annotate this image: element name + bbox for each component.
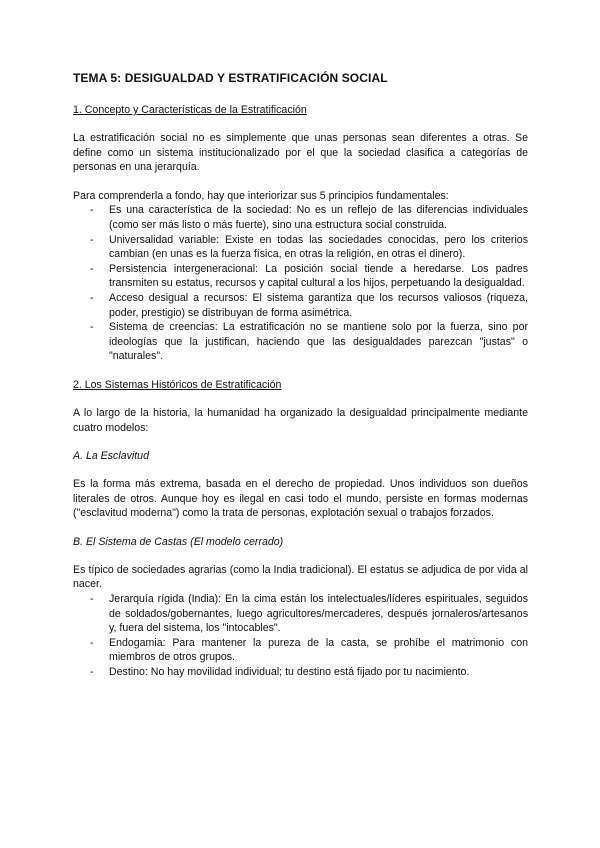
list-item: [90, 665, 528, 680]
section-2-intro: A lo largo de la historia, la humanidad ha organizado la desigualdad principalmente mediante cuatro modelos:: [73, 406, 528, 434]
list-item-text: Destino: No hay movilidad individual; tu destino está fijado por tu nacimiento.: [109, 666, 470, 679]
section-2-heading: 2. Los Sistemas Históricos de Estratificación: [73, 378, 282, 391]
dash-bullet: -: [90, 291, 94, 304]
document-content: [73, 71, 528, 694]
list-item-text: Endogamia: Para mantener la pureza de la casta, se prohíbe el matrimonio con miembros de otros grupos.: [109, 636, 528, 664]
section-1-lead: Para comprenderla a fondo, hay que interiorizar sus 5 principios fundamentales:: [73, 189, 449, 202]
castes-list: [73, 592, 528, 680]
subsection-a-heading: A. La Esclavitud: [73, 450, 149, 463]
section-1-heading: 1. Concepto y Características de la Estratificación: [73, 104, 307, 116]
list-item: [90, 636, 528, 665]
dash-bullet: -: [90, 233, 94, 246]
dash-bullet: -: [90, 636, 94, 649]
dash-bullet: -: [90, 204, 94, 217]
subsection-b-text: Es típico de sociedades agrarias (como la India tradicional). El estatus se adjudica de por vida al nacer.: [73, 563, 528, 591]
section-1-intro: La estratificación social no es simplemente que unas personas sean diferentes a otras. Se define como un sistema institucionalizado por el que la sociedad clasifica a categorías de personas en una jerarquía.: [73, 132, 528, 174]
list-item: [90, 291, 528, 320]
subsection-a-text: Es la forma más extrema, basada en el derecho de propiedad. Unos individuos son dueños literales de otros. Aunque hoy es ilegal en casi todo el mundo, persiste en formas modernas ("esclavitud moderna") como la trata de personas, explotación sexual o trabajos forzados.: [73, 478, 528, 520]
list-item-text: Universalidad variable: Existe en todas las sociedades conocidas, pero los criterios cambian (en unas es la fuerza física, en otras la religión, en otras el dinero).: [109, 233, 528, 261]
list-item-text: Persistencia intergeneracional: La posición social tiende a heredarse. Los padres transmiten su estatus, recursos y capital cultural a los hijos, perpetuando la desigualdad.: [109, 262, 528, 290]
dash-bullet: -: [90, 593, 94, 606]
document-title: TEMA 5: DESIGUALDAD Y ESTRATIFICACIÓN SOCIAL: [73, 71, 388, 85]
list-item-text: Jerarquía rígida (India): En la cima están los intelectuales/líderes espirituales, seguidos de soldados/gobernantes, luego agricultores/mercaderes, después jornaleros/artesanos y, fuera del sistema, los "intocables".: [109, 593, 528, 635]
principles-list: [73, 203, 528, 364]
dash-bullet: -: [90, 321, 94, 334]
list-item: [90, 320, 528, 364]
dash-bullet: -: [90, 666, 94, 679]
list-item-text: Acceso desigual a recursos: El sistema garantiza que los recursos valiosos (riqueza, poder, prestigio) se distribuyan de forma asimétrica.: [109, 291, 528, 319]
list-item: [90, 203, 528, 232]
list-item-text: Sistema de creencias: La estratificación no se mantiene solo por la fuerza, sino por ideologías que la justifican, haciendo que las desigualdades parezcan "justas" o "naturales".: [109, 321, 528, 363]
list-item-text: Es una característica de la sociedad: No es un reflejo de las diferencias individuales (como ser más listo o más fuerte), sino una estructura social construida.: [109, 204, 528, 231]
list-item: [90, 233, 528, 262]
list-item: [90, 262, 528, 291]
subsection-b-heading: B. El Sistema de Castas (El modelo cerrado): [73, 535, 284, 548]
list-item: [90, 592, 528, 636]
dash-bullet: -: [90, 262, 94, 275]
